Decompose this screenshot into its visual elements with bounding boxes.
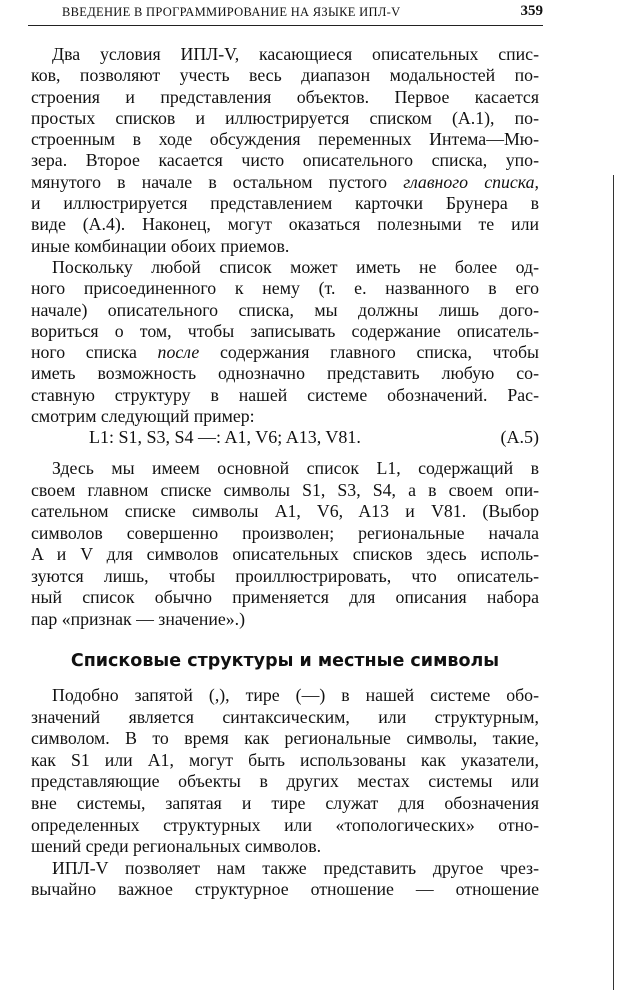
text-line: иные комбинации обоих приемов. [31,235,290,256]
formula-a5 [31,427,539,451]
text-line: Два условия ИПЛ-V, касающиеся описательных спис- [52,44,539,64]
text-line: сательном списке символы A1, V6, A13 и V81. (Выбор [31,501,539,521]
equation-number: (А.5) [500,427,539,447]
text-line: ИПЛ-V позволяет нам также представить другое чрез- [52,857,539,878]
page-edge-line [613,175,614,990]
formula-expression: L1: S1, S3, S4 —: A1, V6; A13, V81. [89,427,361,447]
text-line: вориться о том, чтобы записывать содержание описатель- [31,320,539,341]
text-line: вычайно важное структурное отношение — отношение [31,879,539,900]
text-line: своем главном списке символы S1, S3, S4, а в своем опи- [31,479,539,500]
text-line: значений является синтаксическим, или структурным, [31,706,539,727]
text-line: строения и представления объектов. Первое касается [31,86,539,107]
text-line: символом. В то время как региональные символы, такие, [31,728,539,749]
text-line: виде (А.4). Наконец, могут оказаться полезными те или [31,214,539,235]
text-line [31,342,539,363]
text-line: символов совершенно произволен; региональные начала [31,522,539,543]
text-line: и иллюстрируется представлением карточки Брунера в [31,193,539,214]
text-line: зуются лишь, чтобы проиллюстрировать, что описатель- [31,565,539,586]
text-fragment: мянутого в начале в остальном пустого [31,171,404,192]
text-fragment: ного списка [31,342,158,363]
text-line: шений среди региональных символов. [31,836,322,857]
text-line: A и V для символов описательных списков здесь исполь- [31,544,539,564]
text-line: как S1 или A1, могут быть использованы как указатели, [31,749,539,770]
text-line: представляющие объекты в других местах системы или [31,771,539,792]
text-line: ный список обычно применяется для описания набора [31,587,539,607]
text-line: Подобно запятой (,), тире (—) в нашей системе обо- [52,685,539,705]
italic-term: главного списка, [403,171,540,192]
running-title: ВВЕДЕНИЕ В ПРОГРАММИРОВАНИЕ НА ЯЗЫКЕ ИПЛ-V [62,5,401,19]
text-line: строенным в ходе обсуждения переменных Интема—Мю- [31,129,539,150]
paragraph-4 [31,685,539,901]
italic-term: после [157,342,200,363]
text-line: определенных структурных или «топологических» отно- [31,814,539,835]
text-line: простых списков и иллюстрируется списком (А.1), по- [31,107,539,128]
text-line: ставную структуру в нашей системе обозначений. Рас- [31,384,539,405]
page-number: 359 [520,3,543,19]
text-line: смотрим следующий пример: [31,406,255,427]
running-header [28,3,543,26]
text-line: вне системы, запятая и тире служат для обозначения [31,792,539,813]
text-line: Поскольку любой список может иметь не более од- [52,256,539,277]
section-heading: Списковые структуры и местные символы [70,651,500,671]
text-line: зера. Второе касается чисто описательного списка, упо- [31,150,539,171]
text-line: Здесь мы имеем основной список L1, содержащий в [52,458,539,478]
text-line: ного присоединенного к нему (т. е. названного в его [31,278,539,299]
text-line: иметь возможность однозначно представить любую со- [31,363,539,384]
paragraph-3 [31,458,539,630]
text-line [31,172,539,193]
text-fragment: содержания главного списка, чтобы [199,342,539,363]
text-line: пар «признак — значение».) [31,608,246,629]
text-line: начале) описательного списка, мы должны лишь дого- [31,299,539,320]
paragraph-1 [31,44,539,427]
text-line: ков, позволяют учесть весь диапазон модальностей по- [31,65,539,86]
